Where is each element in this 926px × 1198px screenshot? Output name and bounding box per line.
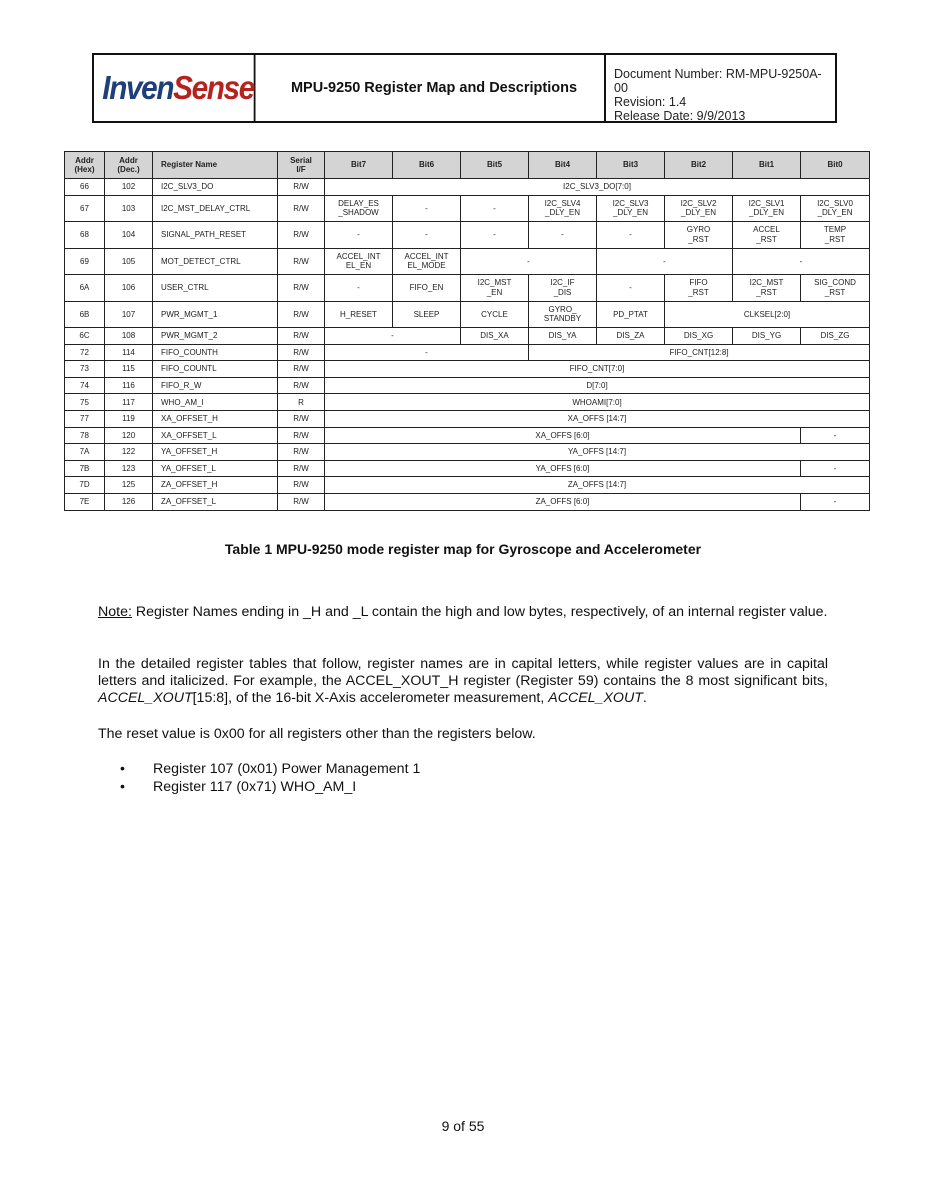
addr-dec-cell: 107 [105,301,153,328]
register-name-cell: PWR_MGMT_1 [153,301,278,328]
table-row [65,411,870,428]
bit-field-cell: DIS_YG [733,328,801,345]
release-date: Release Date: 9/9/2013 [614,109,746,123]
bit-field-cell: TEMP _RST [801,222,870,249]
table-header-row [65,152,870,179]
bit-field-cell: - [325,328,461,345]
addr-hex-cell: 78 [65,427,105,444]
column-header: Bit1 [733,152,801,179]
bit-field-cell: FIFO_CNT[7:0] [325,361,870,378]
table-row [65,477,870,494]
serial-if-cell: R/W [278,344,325,361]
addr-dec-cell: 108 [105,328,153,345]
addr-hex-cell: 67 [65,195,105,222]
serial-if-cell: R/W [278,377,325,394]
addr-dec-cell: 116 [105,377,153,394]
register-name-cell: YA_OFFSET_H [153,444,278,461]
list-item: • Register 107 (0x01) Power Management 1 [120,761,421,777]
addr-dec-cell: 115 [105,361,153,378]
addr-dec-cell: 106 [105,275,153,302]
bit-field-cell: DIS_XG [665,328,733,345]
register-name-cell: ZA_OFFSET_L [153,494,278,511]
document-meta [606,55,835,121]
bit-field-cell: I2C_SLV2 _DLY_EN [665,195,733,222]
reset-value-paragraph: The reset value is 0x00 for all registers other than the registers below. [98,726,536,742]
table-row [65,377,870,394]
bit-field-cell: ACCEL_INT EL_EN [325,248,393,275]
addr-hex-cell: 77 [65,411,105,428]
document-title: MPU-9250 Register Map and Descriptions [264,55,606,121]
bit-field-cell: DELAY_ES _SHADOW [325,195,393,222]
bit-field-cell: D[7:0] [325,377,870,394]
table-row [65,301,870,328]
serial-if-cell: R/W [278,460,325,477]
revision: Revision: 1.4 [614,95,687,109]
addr-hex-cell: 75 [65,394,105,411]
addr-hex-cell: 74 [65,377,105,394]
bit-field-cell: I2C_SLV4 _DLY_EN [529,195,597,222]
serial-if-cell: R/W [278,361,325,378]
register-name-cell: XA_OFFSET_L [153,427,278,444]
convention-paragraph: In the detailed register tables that follow, register names are in capital letters, while register values are in capital letters and italicized. For example, the ACCEL_XOUT_H register (Register 59) contains the 8 most significant bits, ACCEL_XOUT[15:8], of the 16-bit X-Axis accelerometer measurement, ACCEL_XOUT. [98,656,828,706]
serial-if-cell: R/W [278,411,325,428]
bit-field-cell: PD_PTAT [597,301,665,328]
table-row [65,275,870,302]
bit-field-cell: - [393,195,461,222]
register-name-cell: FIFO_R_W [153,377,278,394]
serial-if-cell: R/W [278,427,325,444]
serial-if-cell: R [278,394,325,411]
serial-if-cell: R/W [278,275,325,302]
serial-if-cell: R/W [278,195,325,222]
register-name-cell: I2C_SLV3_DO [153,179,278,196]
table-row [65,344,870,361]
bit-field-cell: CLKSEL[2:0] [665,301,870,328]
serial-if-cell: R/W [278,222,325,249]
serial-if-cell: R/W [278,301,325,328]
bit-field-cell: ZA_OFFS [6:0] [325,494,801,511]
bit-field-cell: I2C_MST _EN [461,275,529,302]
bit-field-cell: FIFO_EN [393,275,461,302]
bit-field-cell: GYRO_ STANDBY [529,301,597,328]
bit-field-cell: - [325,344,529,361]
table-row [65,361,870,378]
serial-if-cell: R/W [278,444,325,461]
bit-field-cell: - [325,222,393,249]
bit-field-cell: - [393,222,461,249]
bit-field-cell: FIFO _RST [665,275,733,302]
bit-field-cell: - [597,222,665,249]
serial-if-cell: R/W [278,477,325,494]
register-name-cell: FIFO_COUNTH [153,344,278,361]
column-header: Bit4 [529,152,597,179]
bit-field-cell: - [801,460,870,477]
bit-field-cell: - [597,275,665,302]
bit-field-cell: CYCLE [461,301,529,328]
register-name-cell: MOT_DETECT_CTRL [153,248,278,275]
register-name-cell: USER_CTRL [153,275,278,302]
addr-hex-cell: 7B [65,460,105,477]
addr-hex-cell: 7E [65,494,105,511]
addr-hex-cell: 66 [65,179,105,196]
bit-field-cell: ZA_OFFS [14:7] [325,477,870,494]
addr-hex-cell: 6B [65,301,105,328]
addr-dec-cell: 122 [105,444,153,461]
table-row [65,179,870,196]
table-row [65,248,870,275]
document-header [92,53,837,123]
bit-field-cell: XA_OFFS [14:7] [325,411,870,428]
bit-field-cell: - [461,222,529,249]
serial-if-cell: R/W [278,248,325,275]
bit-field-cell: ACCEL_INT EL_MODE [393,248,461,275]
addr-dec-cell: 117 [105,394,153,411]
addr-hex-cell: 7D [65,477,105,494]
column-header: Bit6 [393,152,461,179]
bit-field-cell: - [529,222,597,249]
addr-hex-cell: 72 [65,344,105,361]
table-row [65,427,870,444]
bit-field-cell: GYRO _RST [665,222,733,249]
bit-field-cell: - [733,248,870,275]
register-name-cell: WHO_AM_I [153,394,278,411]
bit-field-cell: I2C_SLV3_DO[7:0] [325,179,870,196]
addr-dec-cell: 123 [105,460,153,477]
addr-dec-cell: 104 [105,222,153,249]
register-name-cell: FIFO_COUNTL [153,361,278,378]
bullet-icon: • [120,761,125,777]
table-row [65,328,870,345]
note-paragraph: Note: Register Names ending in _H and _L contain the high and low bytes, respectively, of an internal register value. [98,604,828,620]
bit-field-cell: DIS_ZG [801,328,870,345]
reset-register-list [98,761,420,796]
register-map-table [64,151,870,511]
page-number: 9 of 55 [441,1118,485,1134]
table-row [65,444,870,461]
bit-field-cell: WHOAMI[7:0] [325,394,870,411]
bit-field-cell: - [461,248,597,275]
addr-dec-cell: 102 [105,179,153,196]
bit-field-cell: DIS_YA [529,328,597,345]
bit-field-cell: I2C_SLV0 _DLY_EN [801,195,870,222]
column-header: Register Name [153,152,278,179]
addr-dec-cell: 105 [105,248,153,275]
register-name-cell: ZA_OFFSET_H [153,477,278,494]
column-header: Bit2 [665,152,733,179]
bit-field-cell: YA_OFFS [6:0] [325,460,801,477]
table-row [65,460,870,477]
bit-field-cell: DIS_ZA [597,328,665,345]
doc-number: Document Number: RM-MPU-9250A-00 [614,67,822,95]
bit-field-cell: ACCEL _RST [733,222,801,249]
bit-field-cell: I2C_SLV3 _DLY_EN [597,195,665,222]
serial-if-cell: R/W [278,494,325,511]
bit-field-cell: - [801,427,870,444]
table-row [65,222,870,249]
addr-hex-cell: 68 [65,222,105,249]
note-label: Note: [98,604,132,620]
addr-dec-cell: 119 [105,411,153,428]
bit-field-cell: - [597,248,733,275]
register-name-cell: YA_OFFSET_L [153,460,278,477]
register-name-cell: I2C_MST_DELAY_CTRL [153,195,278,222]
addr-hex-cell: 6A [65,275,105,302]
column-header: Bit0 [801,152,870,179]
bit-field-cell: I2C_MST _RST [733,275,801,302]
addr-hex-cell: 6C [65,328,105,345]
bit-field-cell: XA_OFFS [6:0] [325,427,801,444]
bit-field-cell: I2C_IF _DIS [529,275,597,302]
table-row [65,494,870,511]
addr-dec-cell: 120 [105,427,153,444]
bit-field-cell: - [801,494,870,511]
bullet-icon: • [120,778,125,795]
bit-field-cell: I2C_SLV1 _DLY_EN [733,195,801,222]
invensense-logo: Inven Sense [103,55,256,121]
addr-hex-cell: 69 [65,248,105,275]
column-header: Bit7 [325,152,393,179]
addr-hex-cell: 73 [65,361,105,378]
column-header: Addr (Dec.) [105,152,153,179]
addr-dec-cell: 125 [105,477,153,494]
register-name-cell: SIGNAL_PATH_RESET [153,222,278,249]
register-name-cell: PWR_MGMT_2 [153,328,278,345]
column-header: Addr (Hex) [65,152,105,179]
table-row [65,394,870,411]
bit-field-cell: YA_OFFS [14:7] [325,444,870,461]
addr-dec-cell: 103 [105,195,153,222]
serial-if-cell: R/W [278,179,325,196]
addr-hex-cell: 7A [65,444,105,461]
addr-dec-cell: 126 [105,494,153,511]
bit-field-cell: - [325,275,393,302]
bit-field-cell: SIG_COND _RST [801,275,870,302]
table-row [65,195,870,222]
bit-field-cell: H_RESET [325,301,393,328]
bit-field-cell: FIFO_CNT[12:8] [529,344,870,361]
table-caption: Table 1 MPU-9250 mode register map for Gyroscope and Accelerometer [224,541,702,557]
column-header: Bit5 [461,152,529,179]
addr-dec-cell: 114 [105,344,153,361]
bit-field-cell: SLEEP [393,301,461,328]
register-name-cell: XA_OFFSET_H [153,411,278,428]
column-header: Bit3 [597,152,665,179]
serial-if-cell: R/W [278,328,325,345]
bit-field-cell: DIS_XA [461,328,529,345]
column-header: Serial I/F [278,152,325,179]
list-item: • Register 117 (0x71) WHO_AM_I [120,778,357,795]
bit-field-cell: - [461,195,529,222]
